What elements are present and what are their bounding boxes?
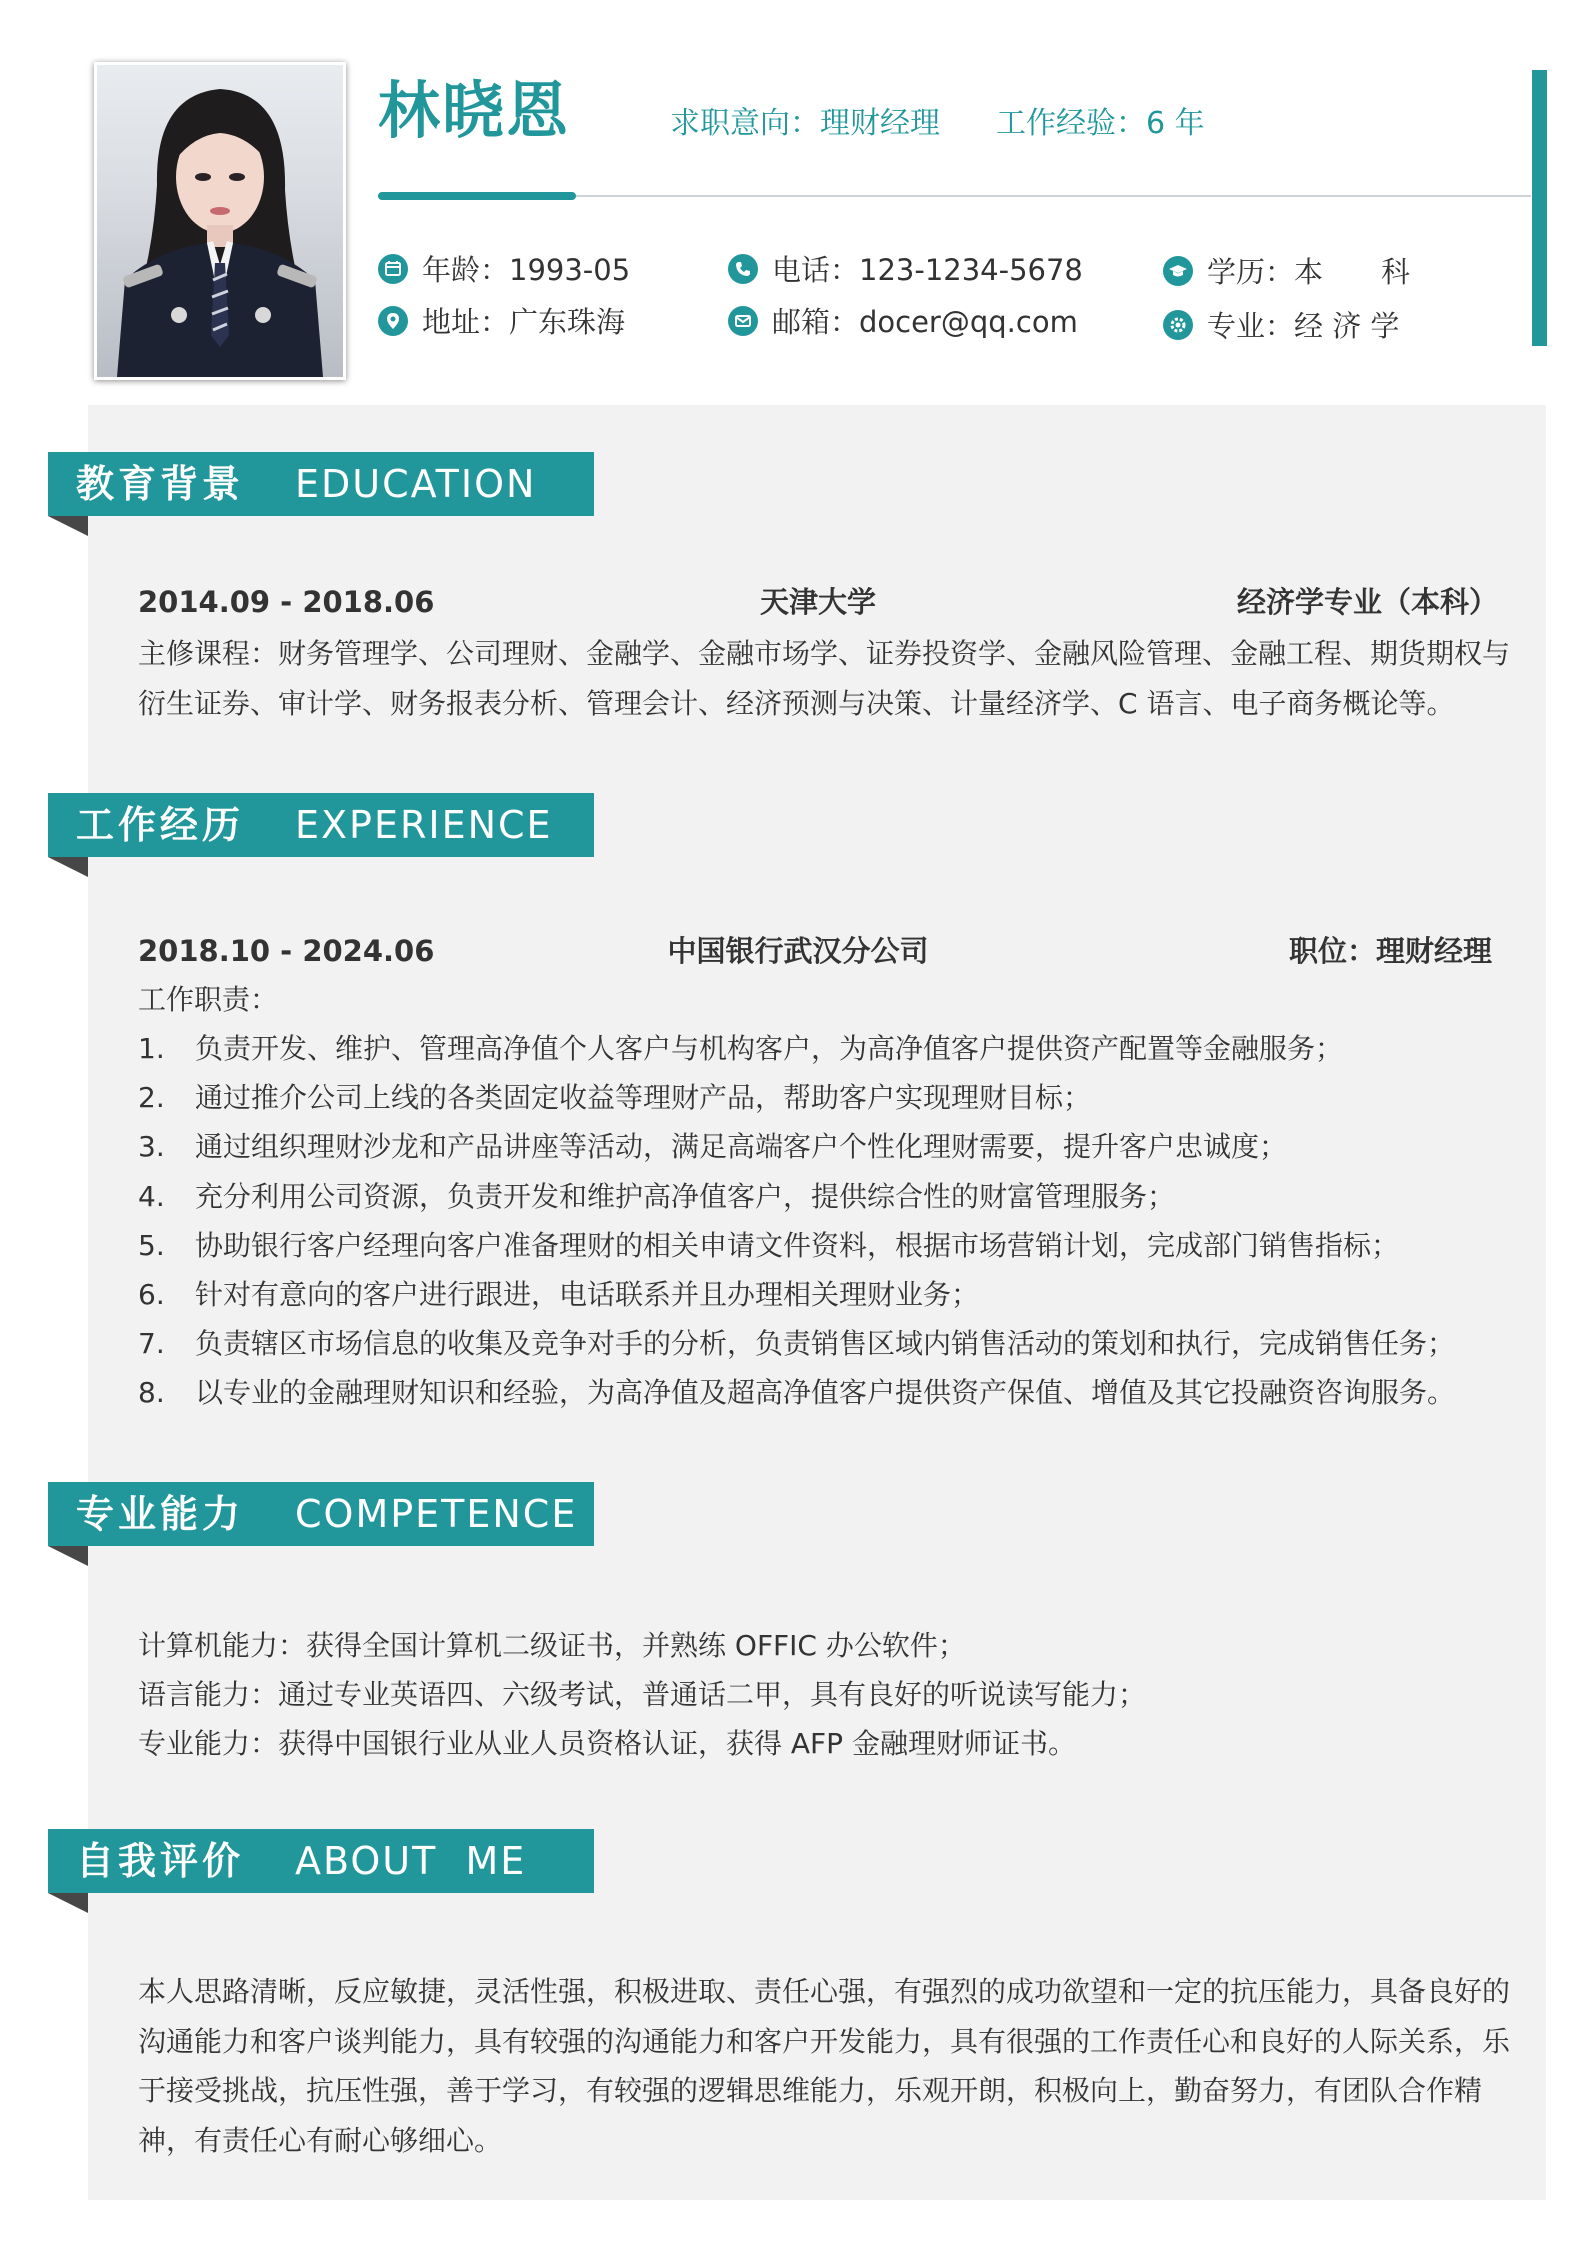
header-divider-accent (378, 192, 576, 200)
intent-value: 理财经理 (820, 106, 940, 141)
section-title-zh: 自我评价 (76, 1839, 245, 1883)
experience-row (138, 931, 1498, 971)
duty-item (138, 1177, 1175, 1217)
ribbon-fold (48, 1546, 88, 1566)
duty-item (138, 1078, 1091, 1118)
duty-text: 通过组织理财沙龙和产品讲座等活动，满足高端客户个性化理财需要，提升客户忠诚度； (195, 1130, 1288, 1164)
duty-item (138, 1275, 979, 1315)
intent-label: 求职意向： (670, 106, 820, 141)
education-school: 天津大学 (759, 585, 876, 619)
info-major (1163, 306, 1399, 346)
gear-icon (1163, 310, 1193, 340)
duty-item (138, 1127, 1287, 1167)
section-title-zh: 教育背景 (76, 462, 245, 506)
info-phone (728, 250, 1083, 290)
ribbon-fold (48, 1893, 88, 1913)
graduation-cap-icon (1163, 256, 1193, 286)
email-text: 邮箱：docer@qq.com (772, 305, 1078, 339)
calendar-icon (378, 254, 408, 284)
experience-value: 6 年 (1146, 106, 1205, 141)
duty-text: 负责开发、维护、管理高净值个人客户与机构客户，为高净值客户提供资产配置等金融服务； (195, 1032, 1344, 1065)
duty-text: 负责辖区市场信息的收集及竞争对手的分析，负责销售区域内销售活动的策划和执行，完成销售任务； (195, 1327, 1456, 1361)
candidate-name: 林晓恩 (378, 74, 571, 147)
section-title-zh: 专业能力 (76, 1492, 245, 1536)
phone-icon (728, 254, 758, 284)
header-accent-bar (1532, 70, 1547, 346)
section-title-en: ABOUT ME (295, 1839, 527, 1883)
duty-text: 以专业的金融理财知识和经验，为高净值及超高净值客户提供资产保值、增值及其它投融资咨询服务。 (195, 1376, 1456, 1410)
location-icon (378, 306, 408, 336)
experience-period: 2018.10 - 2024.06 (138, 934, 435, 968)
experience-company: 中国银行武汉分公司 (667, 934, 929, 968)
competence-computer: 计算机能力：获得全国计算机二级证书，并熟练 OFFIC 办公软件； (138, 1629, 966, 1662)
duty-number: 4. (138, 1179, 165, 1213)
section-title-en: EXPERIENCE (295, 803, 553, 847)
duty-number: 3. (138, 1130, 165, 1164)
section-title-en: COMPETENCE (295, 1492, 578, 1536)
duty-text: 协助银行客户经理向客户准备理财的相关申请文件资料，根据市场营销计划，完成部门销售指标； (195, 1228, 1400, 1262)
major-text: 专业：经 济 学 (1207, 309, 1400, 343)
duty-item (138, 1029, 1343, 1069)
mail-icon (728, 306, 758, 336)
info-address (378, 302, 625, 342)
duty-text: 充分利用公司资源，负责开发和维护高净值客户，提供综合性的财富管理服务； (195, 1179, 1176, 1213)
phone-text: 电话：123-1234-5678 (772, 253, 1083, 287)
degree-text: 学历：本 科 (1207, 255, 1411, 289)
about-text: 本人思路清晰，反应敏捷，灵活性强，积极进取、责任心强，有强烈的成功欲望和一定的抗压能力，具备良好的沟通能力和客户谈判能力，具有较强的沟通能力和客户开发能力，具有很强的工作责任心和良好的人际关系，乐于接受挑战，抗压性强，善于学习，有较强的逻辑思维能力，乐观开朗，积极向上，勤奋努力，有团队合作精神，有责任心有耐心够细心。 (138, 1975, 1511, 2157)
duty-number: 8. (138, 1376, 165, 1410)
section-header-about (48, 1829, 594, 1893)
section-header-education (48, 452, 594, 516)
ribbon-fold (48, 857, 88, 877)
duty-item (138, 1226, 1399, 1266)
education-courses: 主修课程：财务管理学、公司理财、金融学、金融市场学、证券投资学、金融风险管理、金融工程、期货期权与衍生证券、审计学、财务报表分析、管理会计、经济预测与决策、计量经济学、C 语言、电子商务概论等。 (138, 637, 1511, 720)
info-email (728, 302, 1078, 342)
section-title-en: EDUCATION (295, 462, 537, 506)
info-degree (1163, 252, 1410, 292)
duty-number: 6. (138, 1278, 165, 1311)
duty-number: 5. (138, 1228, 165, 1262)
duty-number: 2. (138, 1081, 165, 1115)
job-intent-line (670, 104, 1205, 144)
address-text: 地址：广东珠海 (422, 305, 626, 339)
duty-item (138, 1373, 1455, 1413)
info-age (378, 250, 630, 290)
education-period: 2014.09 - 2018.06 (138, 585, 435, 619)
section-title-zh: 工作经历 (76, 803, 245, 847)
experience-label: 工作经验： (996, 106, 1146, 141)
education-major: 经济学专业（本科） (1236, 585, 1498, 619)
competence-language: 语言能力：通过专业英语四、六级考试，普通话二甲，具有良好的听说读写能力； (138, 1678, 1147, 1711)
section-header-competence (48, 1482, 594, 1546)
duty-text: 通过推介公司上线的各类固定收益等理财产品，帮助客户实现理财目标； (195, 1081, 1092, 1115)
duty-item (138, 1324, 1455, 1364)
duty-text: 针对有意向的客户进行跟进，电话联系并且办理相关理财业务； (195, 1278, 980, 1311)
education-row (138, 582, 1498, 622)
profile-photo (94, 62, 346, 380)
section-header-experience (48, 793, 594, 857)
age-text: 年龄：1993-05 (422, 253, 631, 287)
ribbon-fold (48, 516, 88, 536)
competence-professional: 专业能力：获得中国银行业从业人员资格认证，获得 AFP 金融理财师证书。 (138, 1727, 1076, 1760)
duty-number: 1. (138, 1032, 165, 1065)
duty-number: 7. (138, 1327, 165, 1361)
duty-label: 工作职责： (138, 983, 279, 1016)
experience-position: 职位：理财经理 (1288, 934, 1492, 968)
